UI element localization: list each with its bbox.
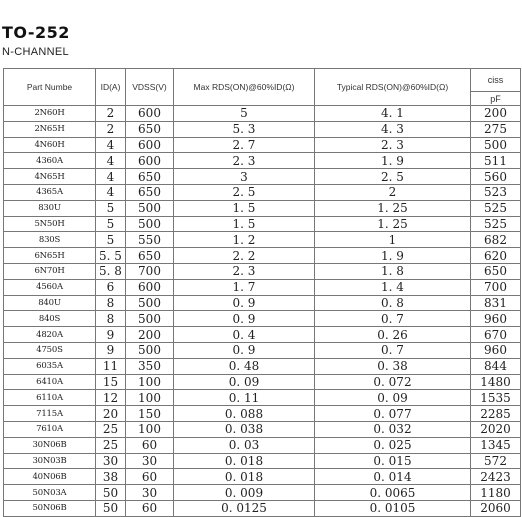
cell-max-rds: 1. 5 [174,216,315,232]
cell-part-number: 6110A [4,390,96,406]
cell-id: 9 [96,327,126,343]
cell-part-number: 7610A [4,421,96,437]
cell-part-number: 4365A [4,184,96,200]
cell-part-number: 50N06B [4,500,96,516]
table-row [4,469,521,485]
cell-typical-rds: 0. 26 [315,327,471,343]
cell-typical-rds: 0. 0105 [315,500,471,516]
cell-ciss: 1180 [471,485,521,501]
cell-typical-rds: 2. 5 [315,169,471,185]
cell-id: 50 [96,500,126,516]
cell-vdss: 150 [126,406,174,422]
table-row [4,374,521,390]
table-row [4,390,521,406]
cell-vdss: 30 [126,485,174,501]
table-row [4,263,521,279]
cell-max-rds: 2. 7 [174,137,315,153]
cell-part-number: 40N06B [4,469,96,485]
cell-vdss: 550 [126,232,174,248]
mosfet-spec-table [3,68,521,517]
cell-part-number: 30N03B [4,453,96,469]
cell-vdss: 100 [126,421,174,437]
cell-typical-rds: 0. 014 [315,469,471,485]
table-row [4,485,521,501]
cell-id: 5 [96,200,126,216]
cell-part-number: 50N03A [4,485,96,501]
cell-vdss: 100 [126,374,174,390]
cell-typical-rds: 0. 38 [315,358,471,374]
cell-ciss: 2285 [471,406,521,422]
cell-ciss: 960 [471,311,521,327]
cell-max-rds: 0. 009 [174,485,315,501]
header-id: ID(A) [96,69,126,106]
cell-max-rds: 3 [174,169,315,185]
cell-ciss: 650 [471,263,521,279]
cell-max-rds: 0. 09 [174,374,315,390]
cell-part-number: 4360A [4,153,96,169]
cell-id: 9 [96,342,126,358]
cell-vdss: 600 [126,279,174,295]
table-row [4,406,521,422]
cell-typical-rds: 1 [315,232,471,248]
cell-id: 12 [96,390,126,406]
table-row [4,437,521,453]
table-row [4,232,521,248]
cell-typical-rds: 0. 032 [315,421,471,437]
cell-max-rds: 0. 4 [174,327,315,343]
cell-vdss: 500 [126,216,174,232]
cell-vdss: 500 [126,200,174,216]
cell-id: 4 [96,137,126,153]
table-row [4,121,521,137]
cell-max-rds: 0. 0125 [174,500,315,516]
cell-max-rds: 0. 11 [174,390,315,406]
cell-vdss: 700 [126,263,174,279]
cell-vdss: 30 [126,453,174,469]
cell-typical-rds: 1. 9 [315,248,471,264]
cell-max-rds: 0. 088 [174,406,315,422]
cell-typical-rds: 0. 7 [315,342,471,358]
header-typical-rds: Typical RDS(ON)@60%ID(Ω) [315,69,471,106]
cell-id: 2 [96,106,126,122]
cell-vdss: 650 [126,184,174,200]
table-row [4,342,521,358]
cell-ciss: 572 [471,453,521,469]
cell-part-number: 7115A [4,406,96,422]
cell-vdss: 650 [126,248,174,264]
cell-id: 6 [96,279,126,295]
header-vdss: VDSS(V) [126,69,174,106]
cell-vdss: 600 [126,106,174,122]
cell-vdss: 60 [126,469,174,485]
cell-typical-rds: 2 [315,184,471,200]
cell-typical-rds: 4. 3 [315,121,471,137]
cell-vdss: 100 [126,390,174,406]
page-title: TO-252 [2,23,70,42]
cell-id: 25 [96,421,126,437]
header-ciss: ciss [471,69,521,92]
cell-id: 25 [96,437,126,453]
cell-max-rds: 5. 3 [174,121,315,137]
cell-typical-rds: 0. 0065 [315,485,471,501]
header-part-number: Part Numbe [4,69,96,106]
cell-ciss: 682 [471,232,521,248]
cell-id: 2 [96,121,126,137]
cell-typical-rds: 0. 8 [315,295,471,311]
cell-vdss: 600 [126,137,174,153]
cell-max-rds: 0. 9 [174,342,315,358]
cell-ciss: 960 [471,342,521,358]
cell-ciss: 275 [471,121,521,137]
cell-max-rds: 2. 3 [174,153,315,169]
cell-max-rds: 1. 5 [174,200,315,216]
cell-ciss: 670 [471,327,521,343]
table-body [4,106,521,517]
cell-part-number: 5N50H [4,216,96,232]
cell-max-rds: 0. 03 [174,437,315,453]
table-row [4,248,521,264]
cell-typical-rds: 1. 25 [315,200,471,216]
cell-typical-rds: 1. 4 [315,279,471,295]
cell-max-rds: 0. 9 [174,311,315,327]
table-row [4,153,521,169]
cell-typical-rds: 2. 3 [315,137,471,153]
cell-vdss: 500 [126,311,174,327]
table-row [4,200,521,216]
cell-max-rds: 2. 2 [174,248,315,264]
cell-typical-rds: 0. 077 [315,406,471,422]
table-row [4,137,521,153]
cell-typical-rds: 1. 8 [315,263,471,279]
cell-vdss: 650 [126,121,174,137]
cell-part-number: 6N70H [4,263,96,279]
cell-typical-rds: 0. 025 [315,437,471,453]
cell-max-rds: 0. 9 [174,295,315,311]
cell-max-rds: 1. 7 [174,279,315,295]
cell-id: 5 [96,232,126,248]
cell-id: 20 [96,406,126,422]
cell-ciss: 1535 [471,390,521,406]
cell-max-rds: 0. 038 [174,421,315,437]
cell-id: 8 [96,311,126,327]
cell-id: 5 [96,216,126,232]
cell-part-number: 30N06B [4,437,96,453]
cell-part-number: 4N65H [4,169,96,185]
cell-ciss: 2060 [471,500,521,516]
cell-max-rds: 2. 3 [174,263,315,279]
cell-typical-rds: 1. 9 [315,153,471,169]
cell-part-number: 830U [4,200,96,216]
cell-ciss: 200 [471,106,521,122]
table-row [4,311,521,327]
cell-part-number: 4N60H [4,137,96,153]
header-ciss-unit: pF [471,92,521,106]
cell-max-rds: 1. 2 [174,232,315,248]
cell-ciss: 2423 [471,469,521,485]
cell-part-number: 6035A [4,358,96,374]
cell-vdss: 600 [126,153,174,169]
cell-max-rds: 5 [174,106,315,122]
cell-typical-rds: 0. 015 [315,453,471,469]
cell-ciss: 700 [471,279,521,295]
cell-part-number: 830S [4,232,96,248]
cell-vdss: 60 [126,500,174,516]
cell-vdss: 500 [126,342,174,358]
cell-vdss: 500 [126,295,174,311]
table-row [4,327,521,343]
table-row [4,453,521,469]
cell-max-rds: 0. 018 [174,453,315,469]
cell-part-number: 840S [4,311,96,327]
cell-id: 5. 5 [96,248,126,264]
cell-typical-rds: 4. 1 [315,106,471,122]
cell-typical-rds: 0. 072 [315,374,471,390]
cell-ciss: 831 [471,295,521,311]
cell-id: 4 [96,169,126,185]
page-subtitle: N-CHANNEL [2,46,69,58]
cell-part-number: 4750S [4,342,96,358]
table-row [4,421,521,437]
header-max-rds: Max RDS(ON)@60%ID(Ω) [174,69,315,106]
table-row [4,279,521,295]
cell-vdss: 60 [126,437,174,453]
cell-id: 30 [96,453,126,469]
cell-id: 8 [96,295,126,311]
cell-max-rds: 2. 5 [174,184,315,200]
cell-ciss: 1480 [471,374,521,390]
cell-vdss: 350 [126,358,174,374]
table-row [4,216,521,232]
cell-typical-rds: 1. 25 [315,216,471,232]
cell-ciss: 511 [471,153,521,169]
table-row [4,500,521,516]
cell-ciss: 500 [471,137,521,153]
cell-ciss: 1345 [471,437,521,453]
cell-typical-rds: 0. 09 [315,390,471,406]
cell-id: 11 [96,358,126,374]
cell-ciss: 523 [471,184,521,200]
cell-ciss: 620 [471,248,521,264]
cell-max-rds: 0. 48 [174,358,315,374]
cell-vdss: 650 [126,169,174,185]
cell-id: 15 [96,374,126,390]
cell-id: 4 [96,153,126,169]
cell-typical-rds: 0. 7 [315,311,471,327]
cell-part-number: 6410A [4,374,96,390]
cell-ciss: 525 [471,200,521,216]
cell-id: 38 [96,469,126,485]
cell-ciss: 560 [471,169,521,185]
cell-ciss: 525 [471,216,521,232]
cell-ciss: 2020 [471,421,521,437]
table-row [4,106,521,122]
table-row [4,295,521,311]
cell-id: 5. 8 [96,263,126,279]
cell-part-number: 6N65H [4,248,96,264]
table-row [4,184,521,200]
cell-id: 50 [96,485,126,501]
cell-vdss: 200 [126,327,174,343]
cell-id: 4 [96,184,126,200]
cell-part-number: 840U [4,295,96,311]
cell-part-number: 4560A [4,279,96,295]
cell-ciss: 844 [471,358,521,374]
cell-max-rds: 0. 018 [174,469,315,485]
table-row [4,358,521,374]
cell-part-number: 2N60H [4,106,96,122]
cell-part-number: 4820A [4,327,96,343]
table-row [4,169,521,185]
cell-part-number: 2N65H [4,121,96,137]
